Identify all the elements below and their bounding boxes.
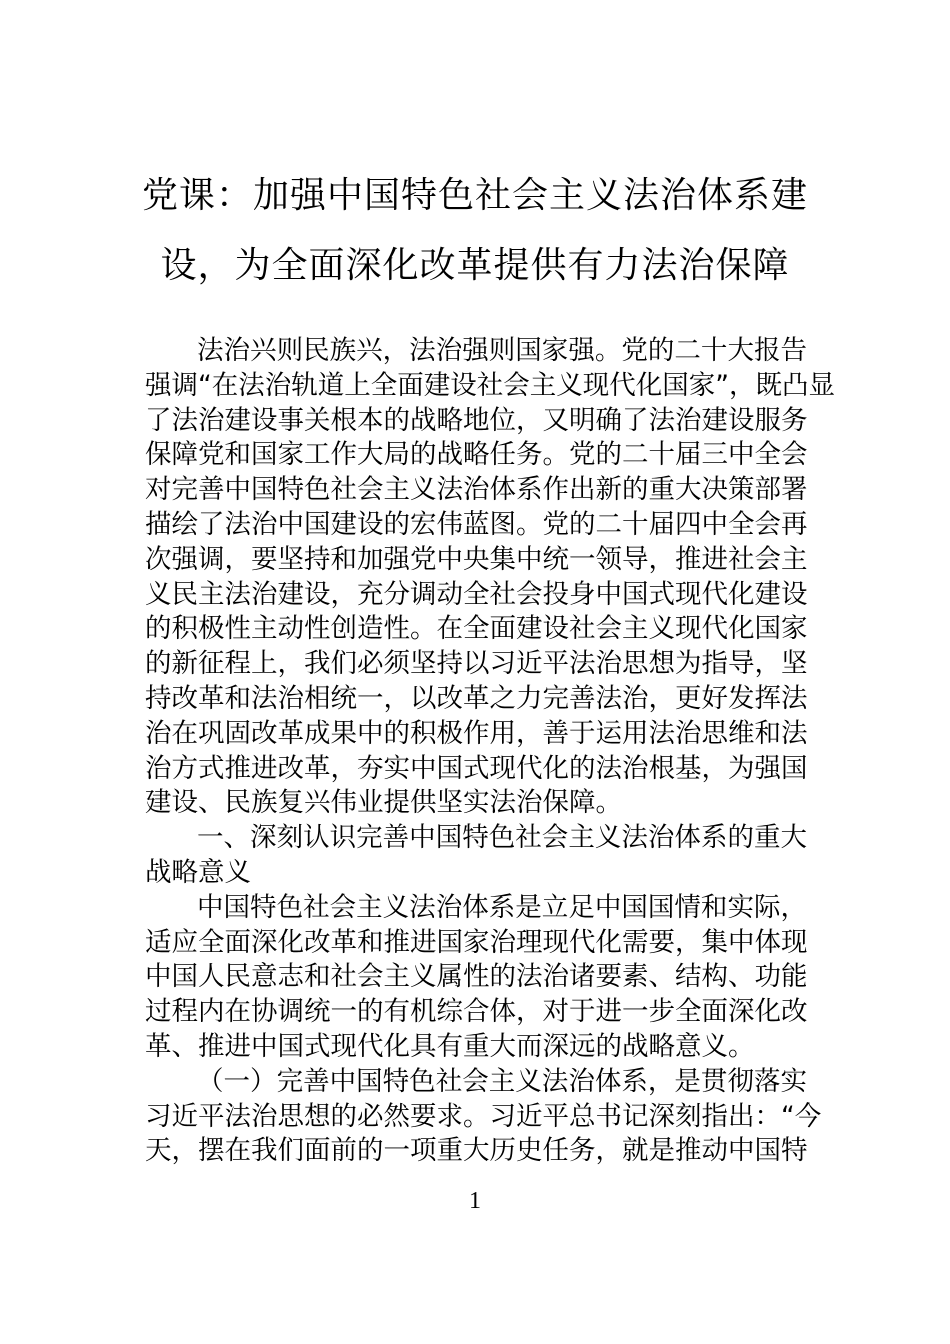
text-line: 对完善中国特色社会主义法治体系作出新的重大决策部署 xyxy=(145,474,808,506)
document-body xyxy=(145,334,835,1169)
text-line: 中国特色社会主义法治体系是立足中国国情和实际， xyxy=(197,891,807,923)
text-line: （一）完善中国特色社会主义法治体系，是贯彻落实 xyxy=(197,1065,807,1097)
text-line: 适应全面深化改革和推进国家治理现代化需要，集中体现 xyxy=(145,926,808,958)
text-line: 一、深刻认识完善中国特色社会主义法治体系的重大 xyxy=(197,822,807,854)
text-line: 持改革和法治相统一，以改革之力完善法治，更好发挥法 xyxy=(145,682,808,714)
text-line: 的积极性主动性创造性。在全面建设社会主义现代化国家 xyxy=(145,613,808,645)
text-line: 了法治建设事关根本的战略地位，又明确了法治建设服务 xyxy=(145,404,808,436)
page-number: 1 xyxy=(469,1188,481,1214)
text-line: 强调“在法治轨道上全面建设社会主义现代化国家”，既凸显 xyxy=(145,369,835,401)
text-line: 中国人民意志和社会主义属性的法治诸要素、结构、功能 xyxy=(145,961,808,993)
text-line: 过程内在协调统一的有机综合体，对于进一步全面深化改 xyxy=(145,996,808,1028)
text-line: 革、推进中国式现代化具有重大而深远的战略意义。 xyxy=(145,1030,755,1062)
text-line: 保障党和国家工作大局的战略任务。党的二十届三中全会 xyxy=(145,439,808,471)
text-line: 建设、民族复兴伟业提供坚实法治保障。 xyxy=(145,787,622,819)
text-line: 治方式推进改革，夯实中国式现代化的法治根基，为强国 xyxy=(145,752,808,784)
text-line: 义民主法治建设，充分调动全社会投身中国式现代化建设 xyxy=(145,578,808,610)
text-line: 描绘了法治中国建设的宏伟蓝图。党的二十届四中全会再 xyxy=(145,508,808,540)
text-line: 法治兴则民族兴，法治强则国家强。党的二十大报告 xyxy=(197,335,807,366)
text-line: 的新征程上，我们必须坚持以习近平法治思想为指导，坚 xyxy=(145,648,808,680)
text-line: 习近平法治思想的必然要求。习近平总书记深刻指出：“今 xyxy=(145,1100,822,1132)
text-line: 战略意义 xyxy=(145,856,251,888)
document-title-line-1: 党课：加强中国特色社会主义法治体系建 xyxy=(141,175,808,216)
text-line: 天，摆在我们面前的一项重大历史任务，就是推动中国特 xyxy=(145,1135,808,1167)
text-line: 治在巩固改革成果中的积极作用，善于运用法治思维和法 xyxy=(145,717,808,749)
text-line: 次强调，要坚持和加强党中央集中统一领导，推进社会主 xyxy=(145,543,808,575)
document-title-line-2: 设，为全面深化改革提供有力法治保障 xyxy=(160,245,790,286)
